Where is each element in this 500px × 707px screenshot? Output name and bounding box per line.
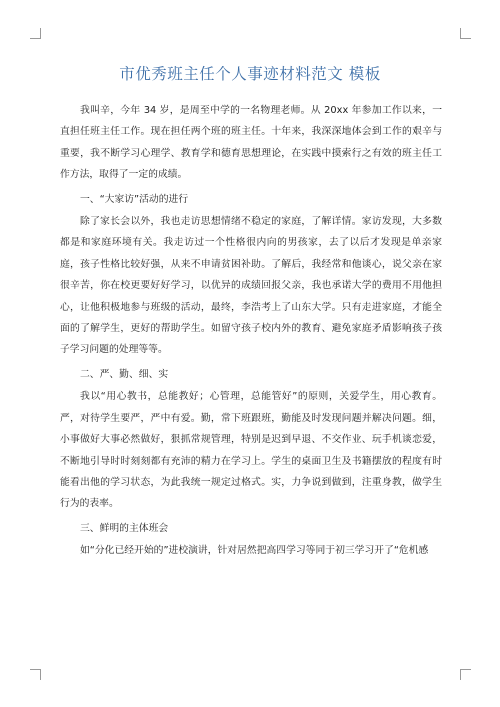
crop-mark-top-right — [460, 28, 471, 39]
section-heading-2: 二、严、勤、细、实 — [80, 368, 169, 380]
document-title: 市优秀班主任个人事迹材料范文 模板 — [119, 65, 381, 83]
paragraph-strict-diligent: 我以“用心教书，总能教好；心管理，总能管好”的原则，关爱学生，用心教育。严，对待学生要严，严中有爱。勤，常下班跟班，勤能及时发现问题并解决问题。细，小事做好大事必然做好，狠抓常规管理，特别是迟到早退、不交作业、玩手机谈恋爱，不断地引导时时刻刻都有充沛的精力在学习上。学生的桌面卫生及书籍摆放的程度有时能看出他的学习状态，为此我统一规定过格式。实，力争说到做到，注重身教，做学生行为的表率。 — [60, 391, 442, 510]
paragraph-class-meetings: 如“分化已经开始的”进校演讲，针对居然把高四学习等同于初三学习开了“危机感 — [80, 545, 429, 557]
paragraph-intro: 我叫辛，今年 34 岁，是周至中学的一名物理老师。从 20xx 年参加工作以来，一直担任班主任工作。现在担任两个班的班主任。十年来，我深深地体会到工作的艰辛与重要，我不断学习心理学、教育学和德育思想理论，在实践中摸索行之有效的班主任工作方法，取得了一定的成绩。 — [60, 105, 442, 181]
section-heading-3: 三、鲜明的主体班会 — [80, 522, 169, 534]
crop-mark-bottom-right — [460, 669, 471, 680]
document-body — [60, 100, 442, 562]
crop-mark-top-left — [30, 28, 41, 39]
section-heading-1: 一、“大家访”活动的进行 — [80, 193, 189, 205]
crop-mark-bottom-left — [30, 669, 41, 680]
paragraph-home-visits: 除了家长会以外，我也走访思想情绪不稳定的家庭，了解详情。家访发现，大多数都是和家庭环境有关。我走访过一个性格很内向的男孩家，去了以后才发现是单亲家庭，孩子性格比较好强，从来不申请贫困补助。了解后，我经常和他谈心，说父亲在家很辛苦，你在校更要好好学习，以优异的成绩回报父亲，我也承诺大学的费用不用他担心，让他积极地参与班级的活动，最终，李浩考上了山东大学。只有走进家庭，才能全面的了解学生，更好的帮助学生。如留守孩子校内外的教育、避免家庭矛盾影响孩子孩子学习问题的处理等等。 — [60, 216, 442, 356]
